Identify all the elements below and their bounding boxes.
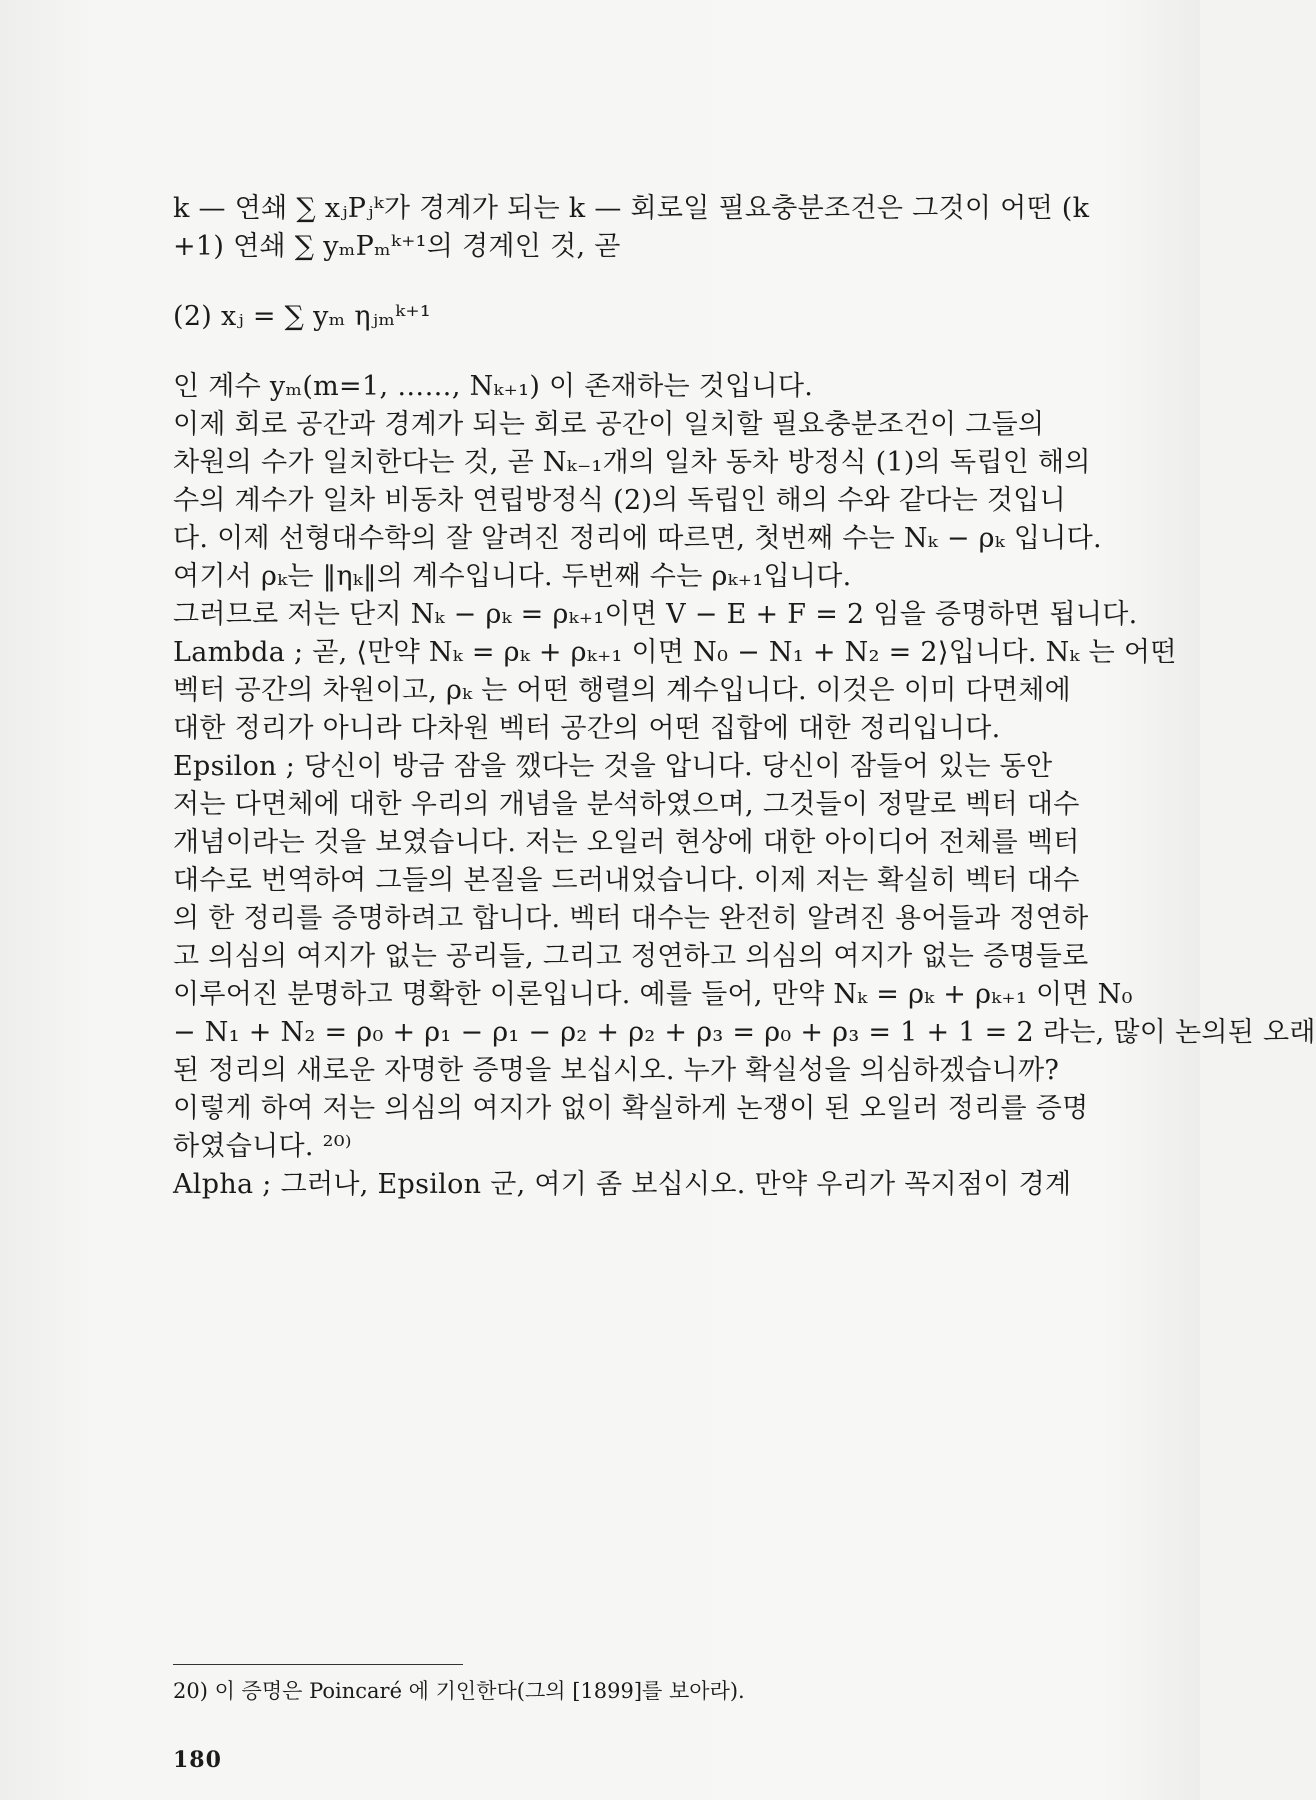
text-line: 다. 이제 선형대수학의 잘 알려진 정리에 따르면, 첫번째 수는 Nₖ − ρₖ 입니다. (173, 523, 1102, 554)
text-line: 고 의심의 여지가 없는 공리들, 그리고 정연하고 의심의 여지가 없는 증명들로 (173, 941, 1089, 972)
page-number: 180 (173, 1747, 222, 1773)
text-line: +1) 연쇄 ∑ yₘPₘᵏ⁺¹의 경계인 것, 곧 (173, 231, 621, 262)
text-line: 그러므로 저는 단지 Nₖ − ρₖ = ρₖ₊₁이면 V − E + F = 2 임을 증명하면 됩니다. (173, 599, 1138, 630)
text-line: Alpha ; 그러나, Epsilon 군, 여기 좀 보십시오. 만약 우리가 꼭지점이 경계 (173, 1169, 1072, 1200)
text-line: Epsilon ; 당신이 방금 잠을 깼다는 것을 압니다. 당신이 잠들어 있는 동안 (173, 751, 1053, 782)
text-line: − N₁ + N₂ = ρ₀ + ρ₁ − ρ₁ − ρ₂ + ρ₂ + ρ₃ = ρ₀ + ρ₃ = 1 + 1 = 2 라는, 많이 논의된 오래 (173, 1017, 1316, 1048)
text-line: 대한 정리가 아니라 다차원 벡터 공간의 어떤 집합에 대한 정리입니다. (173, 713, 1001, 744)
text-line: 벡터 공간의 차원이고, ρₖ 는 어떤 행렬의 계수입니다. 이것은 이미 다면체에 (173, 675, 1071, 706)
blank-line (173, 266, 1043, 298)
equation-2: (2) xⱼ = ∑ yₘ ηⱼₘᵏ⁺¹ (173, 301, 432, 332)
text-line: 차원의 수가 일치한다는 것, 곧 Nₖ₋₁개의 일차 동차 방정식 (1)의 독립인 해의 (173, 447, 1091, 478)
text-line: 여기서 ρₖ는 ‖ηₖ‖의 계수입니다. 두번째 수는 ρₖ₊₁입니다. (173, 561, 852, 592)
blank-line (173, 336, 1043, 368)
footnote-divider (173, 1664, 463, 1665)
text-line: 이루어진 분명하고 명확한 이론입니다. 예를 들어, 만약 Nₖ = ρₖ + ρₖ₊₁ 이면 N₀ (173, 979, 1133, 1010)
text-line: 이제 회로 공간과 경계가 되는 회로 공간이 일치할 필요충분조건이 그들의 (173, 409, 1045, 440)
text-line: k — 연쇄 ∑ xⱼPⱼᵏ가 경계가 되는 k — 회로일 필요충분조건은 그것이 어떤 (k (173, 193, 1090, 224)
text-line: 하였습니다. ²⁰⁾ (173, 1131, 352, 1162)
text-line: 인 계수 yₘ(m=1, ……, Nₖ₊₁) 이 존재하는 것입니다. (173, 371, 814, 402)
text-line: 개념이라는 것을 보였습니다. 저는 오일러 현상에 대한 아이디어 전체를 벡터 (173, 827, 1080, 858)
text-line: 의 한 정리를 증명하려고 합니다. 벡터 대수는 완전히 알려진 용어들과 정연하 (173, 903, 1089, 934)
text-line: Lambda ; 곧, ⟨만약 Nₖ = ρₖ + ρₖ₊₁ 이면 N₀ − N₁ + N₂ = 2⟩입니다. Nₖ 는 어떤 (173, 637, 1177, 668)
text-line: 된 정리의 새로운 자명한 증명을 보십시오. 누가 확실성을 의심하겠습니까? (173, 1055, 1060, 1086)
text-line: 이렇게 하여 저는 의심의 여지가 없이 확실하게 논쟁이 된 오일러 정리를 증명 (173, 1093, 1089, 1124)
text-line: 대수로 번역하여 그들의 본질을 드러내었습니다. 이제 저는 확실히 벡터 대수 (173, 865, 1080, 896)
text-line: 수의 계수가 일차 비동차 연립방정식 (2)의 독립인 해의 수와 같다는 것입니 (173, 485, 1067, 516)
text-line: 저는 다면체에 대한 우리의 개념을 분석하였으며, 그것들이 정말로 벡터 대수 (173, 789, 1080, 820)
footnote: 20) 이 증명은 Poincaré 에 기인한다(그의 [1899]를 보아라). (173, 1679, 745, 1703)
body-text (173, 190, 1316, 1204)
